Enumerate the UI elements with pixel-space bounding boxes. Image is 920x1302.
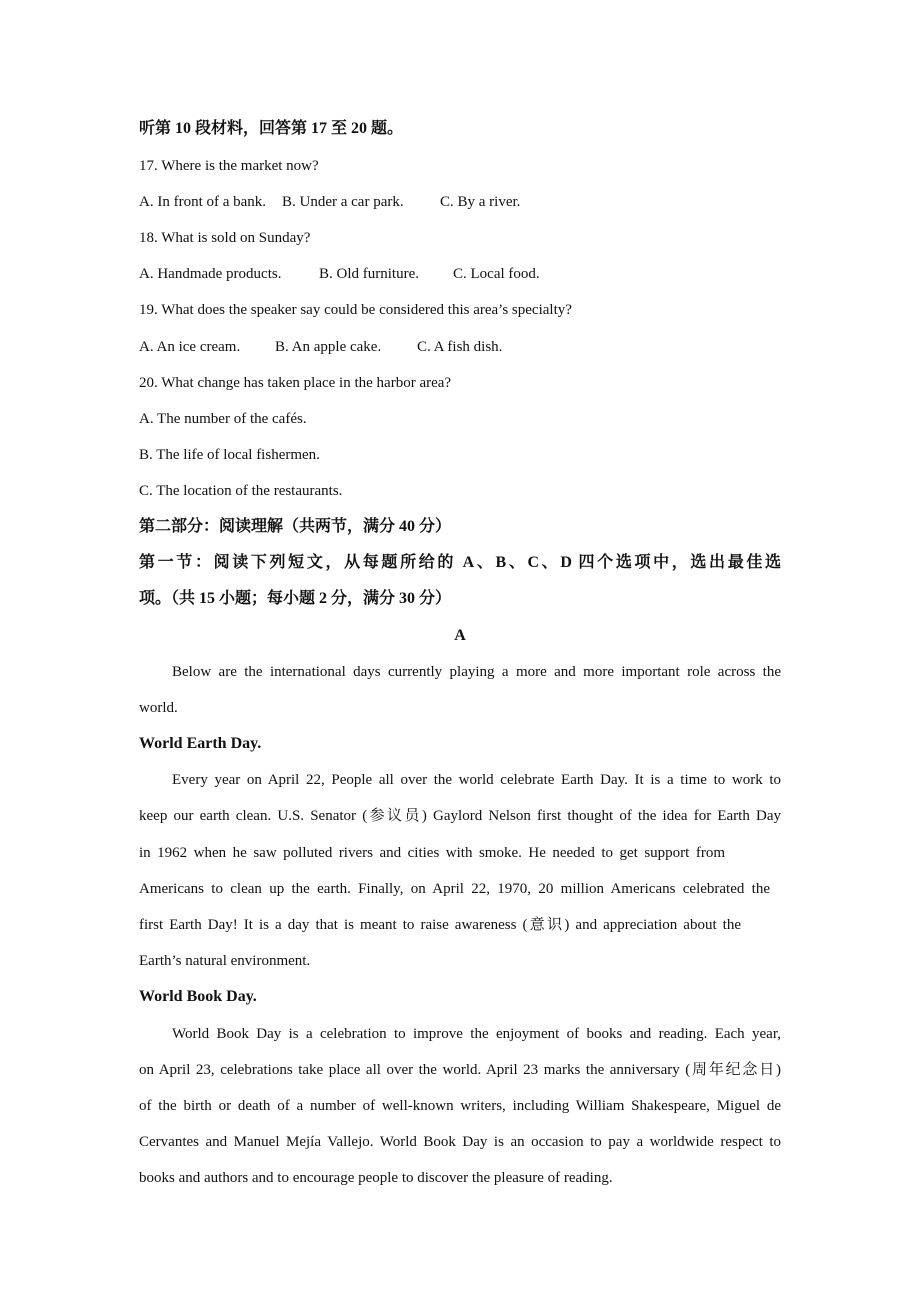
earth-day-title: World Earth Day.: [139, 735, 262, 752]
question-19-options: [139, 338, 502, 356]
option-a: A. An ice cream.: [139, 339, 241, 355]
earth-paragraph-line: Earth’s natural environment.: [139, 953, 311, 969]
option-b: B. An apple cake.: [275, 339, 382, 355]
earth-paragraph-line: Every year on April 22, People all over the world celebrate Earth Day. It is a time to work to: [172, 772, 781, 788]
question-20-option-b: B. The life of local fishermen.: [139, 447, 320, 463]
earth-paragraph-line: Americans to clean up the earth. Finally, on April 22, 1970, 20 million Americans celebrated the: [139, 881, 770, 897]
option-c: C. Local food.: [453, 266, 540, 282]
book-day-title: World Book Day.: [139, 988, 257, 1005]
book-paragraph-line: books and authors and to encourage people to discover the pleasure of reading.: [139, 1170, 613, 1186]
option-a: A. Handmade products.: [139, 266, 282, 282]
section-instruction-line-1: 第一节：阅读下列短文，从每题所给的 A、B、C、D 四个选项中，选出最佳选: [139, 554, 781, 571]
listening-heading: 听第 10 段材料，回答第 17 至 20 题。: [139, 120, 404, 137]
option-b: B. Under a car park.: [282, 194, 404, 210]
intro-line: Below are the international days currently playing a more and more important role across the: [172, 664, 781, 680]
question-19: 19. What does the speaker say could be considered this area’s specialty?: [139, 302, 572, 318]
earth-paragraph-line: in 1962 when he saw polluted rivers and cities with smoke. He needed to get support from: [139, 845, 725, 861]
option-c: C. By a river.: [440, 194, 521, 210]
question-20: 20. What change has taken place in the harbor area?: [139, 375, 452, 391]
question-18-options: [139, 265, 540, 283]
question-20-option-c: C. The location of the restaurants.: [139, 483, 343, 499]
book-paragraph-line: World Book Day is a celebration to improve the enjoyment of books and reading. Each year,: [172, 1026, 781, 1042]
earth-paragraph-line: keep our earth clean. U.S. Senator (参议员) Gaylord Nelson first thought of the idea for Earth Day: [139, 808, 781, 824]
section-instruction-line-2: 项。（共 15 小题；每小题 2 分，满分 30 分）: [139, 590, 452, 607]
question-17: 17. Where is the market now?: [139, 158, 319, 174]
option-b: B. Old furniture.: [319, 266, 419, 282]
earth-paragraph-line: first Earth Day! It is a day that is meant to raise awareness (意识) and appreciation about the: [139, 917, 741, 933]
question-17-options: [139, 193, 520, 211]
book-paragraph-line: Cervantes and Manuel Mejía Vallejo. World Book Day is an occasion to pay a worldwide respect to: [139, 1134, 781, 1150]
question-18: 18. What is sold on Sunday?: [139, 230, 311, 246]
question-20-option-a: A. The number of the cafés.: [139, 411, 307, 427]
part2-heading: 第二部分：阅读理解（共两节，满分 40 分）: [139, 518, 452, 535]
passage-label: A: [454, 627, 466, 644]
book-paragraph-line: on April 23, celebrations take place all over the world. April 23 marks the anniversary (周年纪念日): [139, 1062, 781, 1078]
option-a: A. In front of a bank.: [139, 194, 267, 210]
intro-line: world.: [139, 700, 178, 716]
option-c: C. A fish dish.: [417, 339, 503, 355]
book-paragraph-line: of the birth or death of a number of well-known writers, including William Shakespeare, Miguel de: [139, 1098, 781, 1114]
